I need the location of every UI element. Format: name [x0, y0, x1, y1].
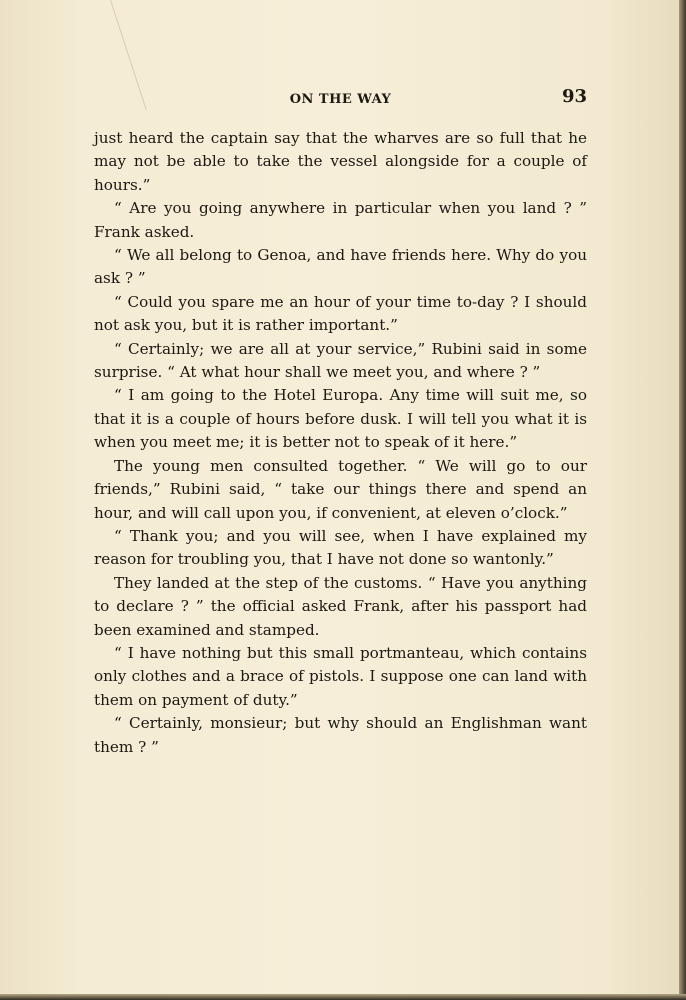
paragraph: “ Certainly, monsieur; but why should an Englishman want them ? ”: [94, 714, 587, 756]
page-number: 93: [561, 86, 587, 107]
paragraph: “ Certainly; we are all at your service,” Rubini said in some surprise. “ At what hour shall we meet you, and where ? ”: [94, 339, 587, 382]
paragraph: “ Could you spare me an hour of your time to-day ? I should not ask you, but it is rather important.”: [94, 292, 587, 335]
paragraph: “ I am going to the Hotel Europa. Any time will suit me, so that it is a couple of hours before dusk. I will tell you what it is when you meet me; it is better not to speak of it here.”: [94, 386, 587, 452]
page-edge-right: [679, 0, 686, 1000]
body-text: [94, 127, 587, 759]
paragraph: “ Thank you; and you will see, when I have explained my reason for troubling you, that I have not done so wantonly.”: [94, 526, 587, 569]
paragraph: They landed at the step of the customs. “ Have you anything to declare ? ” the official asked Frank, after his passport had been examined and stamped.: [94, 573, 587, 639]
page-edge-bottom: [0, 994, 686, 1000]
page-header: [94, 86, 587, 116]
paragraph: just heard the captain say that the wharves are so full that he may not be able to take the vessel alongside for a couple of hours.”: [94, 129, 587, 194]
paragraph: The young men consulted together. “ We will go to our friends,” Rubini said, “ take our things there and spend an hour, and will call upon you, if convenient, at eleven o’clock.”: [94, 456, 587, 522]
paragraph: “ Are you going anywhere in particular when you land ? ” Frank asked.: [94, 199, 587, 241]
running-head: ON THE WAY: [289, 92, 392, 107]
paragraph: “ We all belong to Genoa, and have friends here. Why do you ask ? ”: [94, 246, 587, 288]
paragraph: “ I have nothing but this small portmanteau, which contains only clothes and a brace of pistols. I suppose one can land with them on payment of duty.”: [94, 643, 587, 709]
